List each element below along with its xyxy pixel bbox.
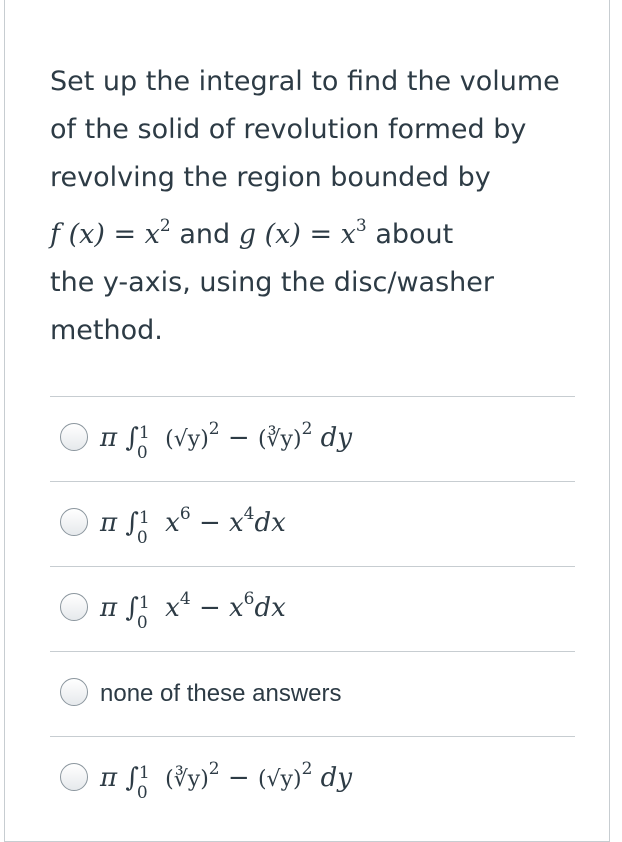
answer-option-5[interactable] [50, 736, 575, 821]
answer-math-5: π ∫ 1 0 (∛y)$^2$ − $(√y)^2$ dy [100, 759, 353, 803]
question-panel [4, 0, 610, 842]
answer-option-2[interactable] [50, 481, 575, 566]
answer-text-4: none of these answers [100, 680, 342, 707]
radio-button[interactable] [60, 423, 88, 451]
question-line-2: of the solid of revolution formed by [50, 114, 527, 145]
question-line-5: the y-axis, using the disc/washer [50, 267, 494, 298]
answer-option-4[interactable] [50, 651, 575, 736]
radio-button[interactable] [60, 593, 88, 621]
question-line-1: Set up the integral to find the volume [50, 66, 560, 97]
question-line-6: method. [50, 315, 163, 346]
answer-math-1: π ∫ 1 0 $(√y)^2$ − (∛y)$^2$ dy [100, 419, 353, 463]
answer-options [50, 396, 575, 821]
answer-option-3[interactable] [50, 566, 575, 651]
radio-button[interactable] [60, 678, 88, 706]
question-line-3: revolving the region bounded by [50, 162, 491, 193]
answer-option-1[interactable] [50, 396, 575, 481]
answer-math-2: π ∫ 1 0 $x^6 - x^4dx$ [100, 504, 286, 548]
f-function: f $(x) = x^2$ [50, 216, 171, 250]
g-function: g $(x) = x^3$ [238, 216, 367, 250]
radio-button[interactable] [60, 508, 88, 536]
answer-math-3: π ∫ 1 0 $x^4 - x^6dx$ [100, 589, 286, 633]
radio-button[interactable] [60, 763, 88, 791]
and-text: and [179, 219, 231, 250]
about-text: about [375, 219, 454, 250]
question-text [50, 58, 590, 355]
question-line-4 [50, 202, 590, 259]
